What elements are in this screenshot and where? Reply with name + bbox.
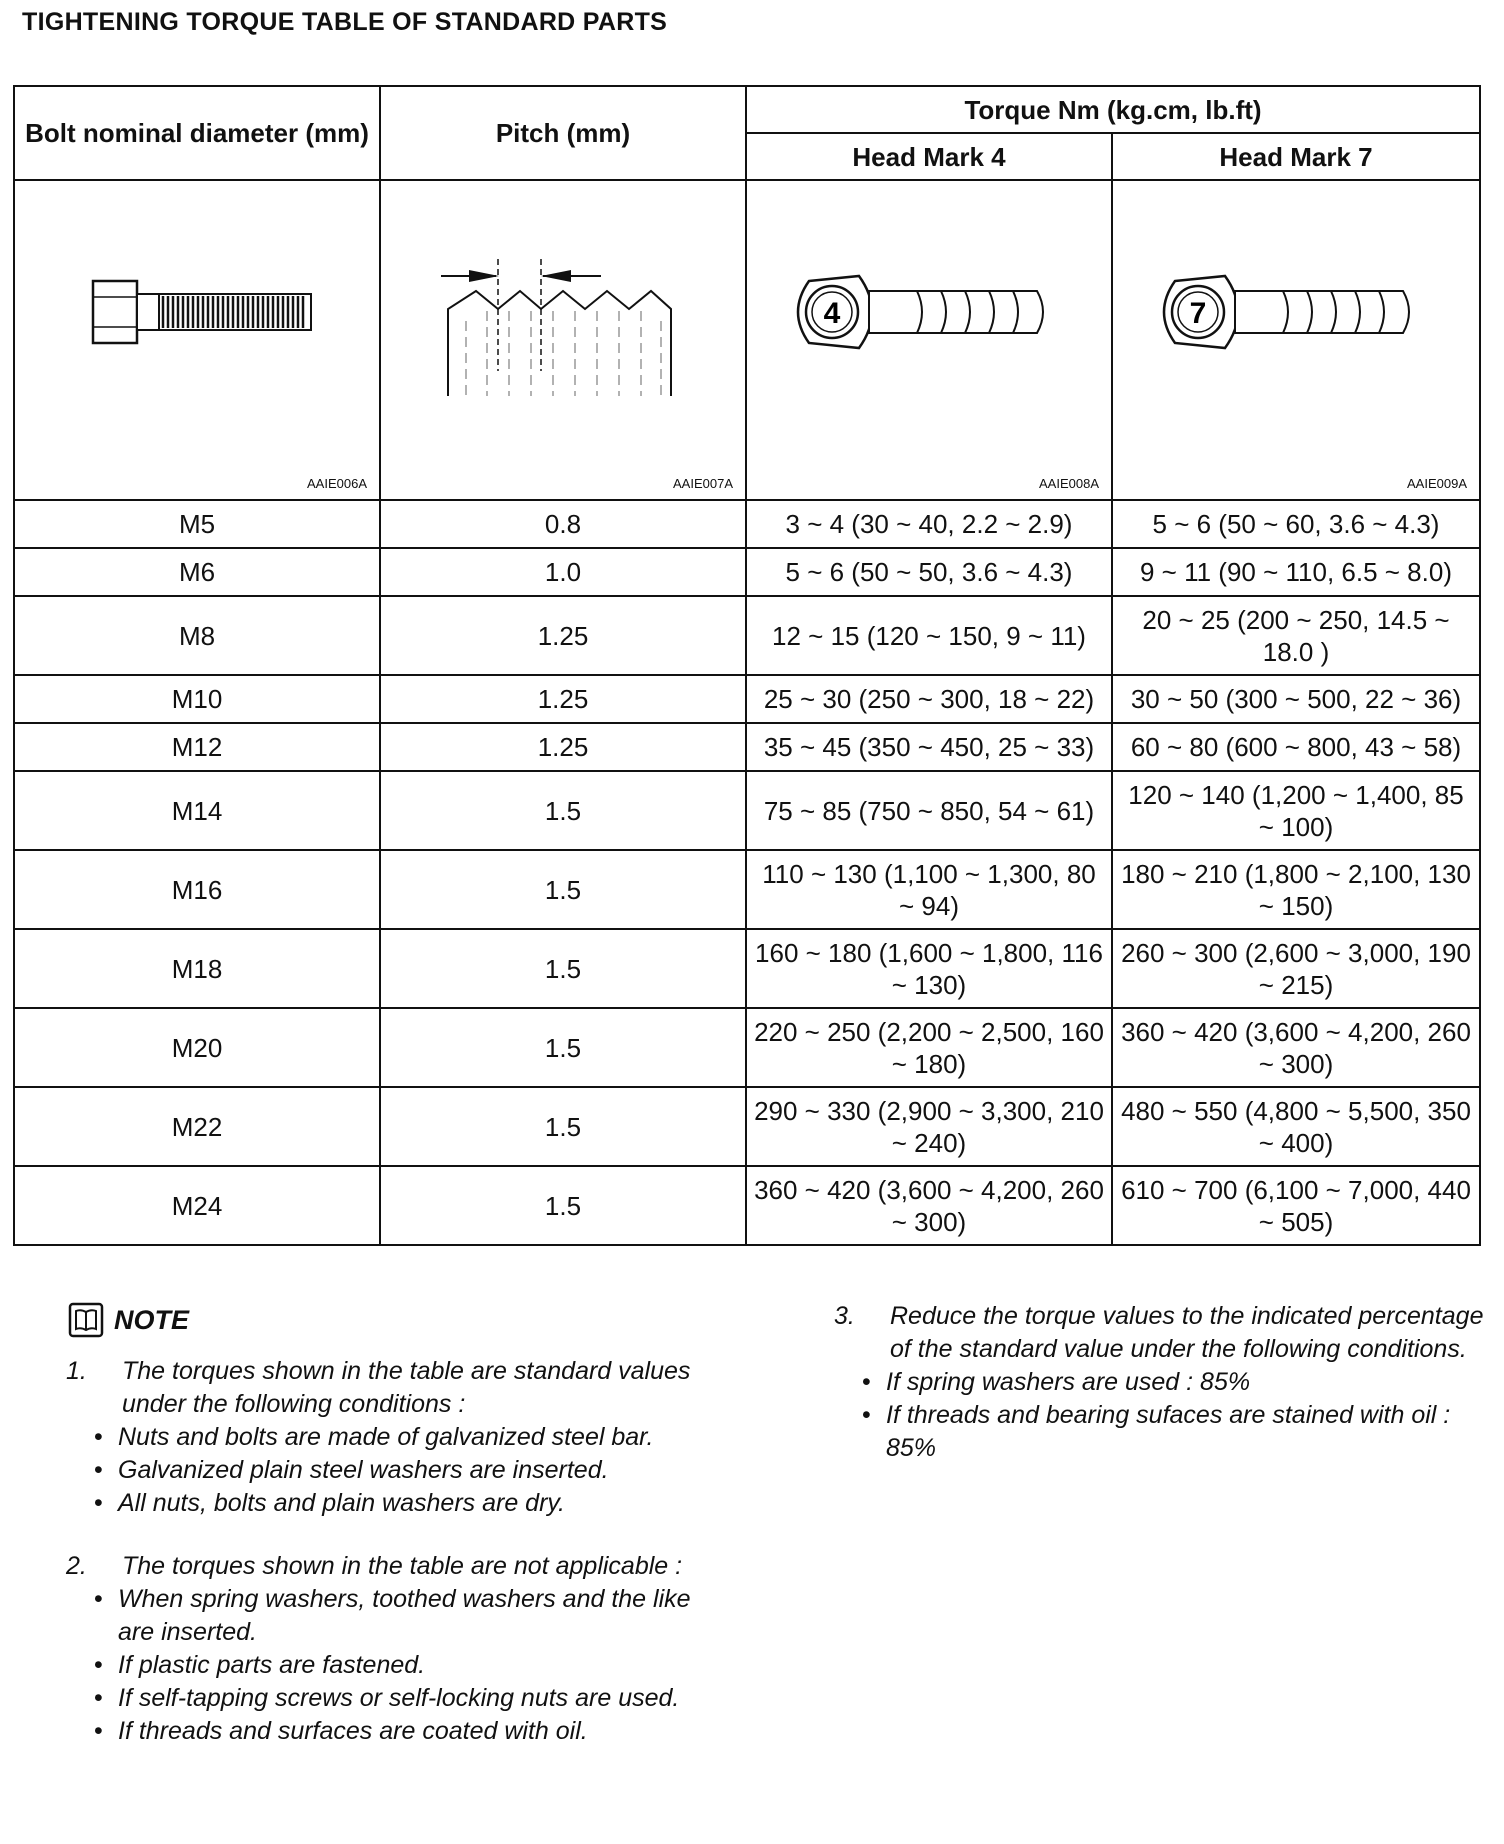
note-item-number: 1. [66,1357,87,1385]
torque-mark-7-cell: 20 ~ 25 (200 ~ 250, 14.5 ~ 18.0 ) [1112,596,1480,675]
image-code: AAIE007A [673,476,733,491]
image-code: AAIE006A [307,476,367,491]
note-item-number: 3. [834,1302,855,1330]
bolt-size-cell: M24 [14,1166,380,1245]
torque-mark-7-cell: 180 ~ 210 (1,800 ~ 2,100, 130 ~ 150) [1112,850,1480,929]
pitch-cell: 1.5 [380,850,746,929]
note-item-text: The torques shown in the table are not applicable : [122,1552,683,1580]
note-item-text: The torques shown in the table are standard values under the following conditions : [122,1357,691,1418]
torque-mark-7-cell: 9 ~ 11 (90 ~ 110, 6.5 ~ 8.0) [1112,548,1480,596]
note-bullet-list [60,1583,720,1748]
image-code: AAIE008A [1039,476,1099,491]
note-item [60,1550,720,1583]
list-item: • If plastic parts are fastened. [60,1649,720,1682]
torque-mark-4-cell: 12 ~ 15 (120 ~ 150, 9 ~ 11) [746,596,1112,675]
note-title: NOTE [114,1304,190,1335]
list-item: • Galvanized plain steel washers are inserted. [60,1454,720,1487]
pitch-illustration-cell [380,180,746,500]
table-row [14,500,1480,548]
pitch-cell: 1.0 [380,548,746,596]
pitch-cell: 1.25 [380,596,746,675]
bolt-size-cell: M18 [14,929,380,1008]
head-mark-4-label: 4 [823,297,841,330]
torque-mark-4-cell: 75 ~ 85 (750 ~ 850, 54 ~ 61) [746,771,1112,850]
torque-mark-4-cell: 160 ~ 180 (1,600 ~ 1,800, 116 ~ 130) [746,929,1112,1008]
torque-mark-7-cell: 5 ~ 6 (50 ~ 60, 3.6 ~ 4.3) [1112,500,1480,548]
torque-mark-7-cell: 260 ~ 300 (2,600 ~ 3,000, 190 ~ 215) [1112,929,1480,1008]
torque-mark-7-cell: 480 ~ 550 (4,800 ~ 5,500, 350 ~ 400) [1112,1087,1480,1166]
bolt-size-cell: M20 [14,1008,380,1087]
torque-mark-4-cell: 25 ~ 30 (250 ~ 300, 18 ~ 22) [746,675,1112,723]
header-pitch: Pitch (mm) [380,86,746,180]
head-mark-4-illustration-cell [746,180,1112,500]
note-bullet-list [60,1421,720,1520]
table-row [14,1087,1480,1166]
table-row [14,929,1480,1008]
header-torque: Torque Nm (kg.cm, lb.ft) [746,86,1480,133]
header-bolt-diameter: Bolt nominal diameter (mm) [14,86,380,180]
note-item-text: Reduce the torque values to the indicated percentage of the standard value under the following conditions. [890,1302,1484,1363]
bolt-size-cell: M22 [14,1087,380,1166]
header-head-mark-4: Head Mark 4 [746,133,1112,180]
head-mark-4-bolt-illustration [747,181,1113,499]
bolt-illustration [15,181,381,499]
torque-mark-4-cell: 3 ~ 4 (30 ~ 40, 2.2 ~ 2.9) [746,500,1112,548]
torque-mark-7-cell: 30 ~ 50 (300 ~ 500, 22 ~ 36) [1112,675,1480,723]
pitch-cell: 1.5 [380,771,746,850]
note-item [828,1300,1488,1366]
table-row [14,1008,1480,1087]
page-title: TIGHTENING TORQUE TABLE OF STANDARD PARTS [22,8,668,36]
torque-mark-4-cell: 220 ~ 250 (2,200 ~ 2,500, 160 ~ 180) [746,1008,1112,1087]
torque-mark-4-cell: 290 ~ 330 (2,900 ~ 3,300, 210 ~ 240) [746,1087,1112,1166]
table-row [14,596,1480,675]
torque-table [13,85,1481,1246]
pitch-cell: 1.5 [380,929,746,1008]
note-bullet-list [828,1366,1488,1465]
torque-mark-7-cell: 60 ~ 80 (600 ~ 800, 43 ~ 58) [1112,723,1480,771]
book-icon [68,1302,104,1338]
note-item-number: 2. [66,1552,87,1580]
torque-mark-4-cell: 35 ~ 45 (350 ~ 450, 25 ~ 33) [746,723,1112,771]
bolt-size-cell: M6 [14,548,380,596]
pitch-cell: 0.8 [380,500,746,548]
list-item: • If self-tapping screws or self-locking nuts are used. [60,1682,720,1715]
pitch-illustration [381,181,747,499]
note-column-left [60,1355,720,1748]
header-head-mark-7: Head Mark 7 [1112,133,1480,180]
torque-mark-7-cell: 120 ~ 140 (1,200 ~ 1,400, 85 ~ 100) [1112,771,1480,850]
list-item: • If threads and bearing sufaces are stained with oil : 85% [828,1399,1488,1465]
pitch-cell: 1.5 [380,1166,746,1245]
torque-mark-7-cell: 360 ~ 420 (3,600 ~ 4,200, 260 ~ 300) [1112,1008,1480,1087]
bolt-size-cell: M12 [14,723,380,771]
head-mark-7-bolt-illustration [1113,181,1481,499]
bolt-illustration-cell [14,180,380,500]
table-row [14,1166,1480,1245]
head-mark-7-label: 7 [1189,297,1207,330]
torque-mark-4-cell: 5 ~ 6 (50 ~ 50, 3.6 ~ 4.3) [746,548,1112,596]
torque-mark-4-cell: 360 ~ 420 (3,600 ~ 4,200, 260 ~ 300) [746,1166,1112,1245]
list-item: • When spring washers, toothed washers and the like are inserted. [60,1583,720,1649]
torque-mark-7-cell: 610 ~ 700 (6,100 ~ 7,000, 440 ~ 505) [1112,1166,1480,1245]
pitch-cell: 1.25 [380,723,746,771]
pitch-cell: 1.5 [380,1087,746,1166]
table-row [14,675,1480,723]
torque-mark-4-cell: 110 ~ 130 (1,100 ~ 1,300, 80 ~ 94) [746,850,1112,929]
image-code: AAIE009A [1407,476,1468,491]
head-mark-7-illustration-cell [1112,180,1480,500]
list-item: • If threads and surfaces are coated with oil. [60,1715,720,1748]
note-column-right [828,1300,1488,1465]
bolt-size-cell: M16 [14,850,380,929]
table-row [14,771,1480,850]
bolt-size-cell: M8 [14,596,380,675]
bolt-size-cell: M10 [14,675,380,723]
pitch-cell: 1.25 [380,675,746,723]
bolt-size-cell: M5 [14,500,380,548]
bolt-size-cell: M14 [14,771,380,850]
note-heading [68,1302,189,1338]
note-item [60,1355,720,1421]
table-row [14,723,1480,771]
list-item: • Nuts and bolts are made of galvanized steel bar. [60,1421,720,1454]
list-item: • All nuts, bolts and plain washers are dry. [60,1487,720,1520]
table-row [14,548,1480,596]
pitch-cell: 1.5 [380,1008,746,1087]
table-row [14,850,1480,929]
list-item: • If spring washers are used : 85% [828,1366,1488,1399]
